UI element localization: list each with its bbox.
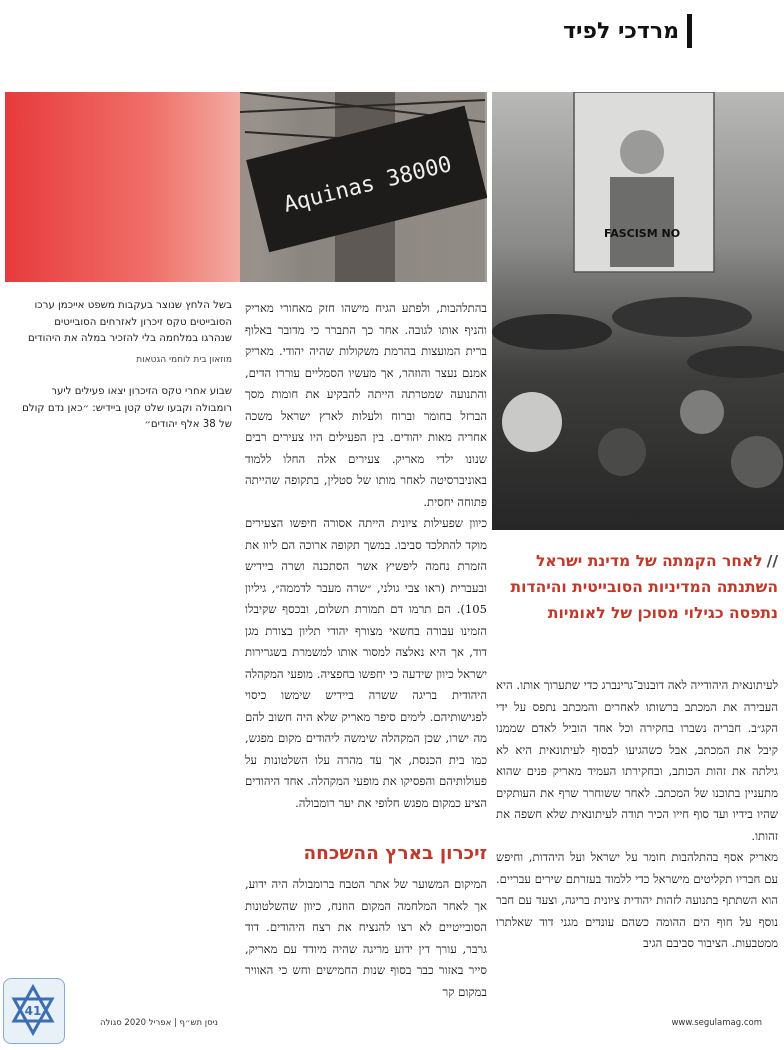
- magazine-logo: [3, 978, 65, 1044]
- paragraph: המיקום המשוער של אתר הטבח ברומבולה היה ידוע, אך לאחר המלחמה המקום הוזנח, כיוון שהשלטונות הסובייטיים לא רצו להנציח את רצח היהודים. דוד גרבר, עורך דין ידוע מריגה שהיה מיודד עם מאריק, סייר באזור כבר בסוף שנות החמישים וחש כי האוויר במקום קר: [245, 877, 487, 999]
- ceremony-illustration: [492, 92, 784, 530]
- paragraph: מאריק אסף בהתלהבות חומר על ישראל ועל היהדות, וחיפש עם חבריו תקליטים מישראל כדי ללמוד בעזרתם שירים עבריים. הוא השתתף בתנועה לזהות יהודית ציונית בריגה, וצעד עם חבר נוסף על חוף הים ההומה כשהם עונדים מגני דוד שאלתרו ממטבעות. הציבור סביבם הגיב: [496, 850, 778, 950]
- caption-text: בשל הלחץ שנוצר בעקבות משפט אייכמן ערכו הסובייטים טקס זיכרון לאזרחים הסובייטים שנהרגו במלחמה בלי להזכיר במלה את היהודים: [27, 300, 232, 344]
- memorial-sign-illustration: [5, 92, 487, 282]
- paragraph: לעיתונאית היהודייה לאה דובנוב־גרינברג כדי שתערוך אותו. היא העבירה את המכתב ברשותו לאחרים והמכתב נתפס על ידי הקג״ב. חבריה נשברו בחקירה וכל אחד הוביל לאדם שממנו קיבל את המכתב, אבל כשהגיעו לבסוף לעיתונאית היא לא גילתה את זהות הכותב, ובחקירתו העמיד מאריק פנים שהוא מתעניין בתוכנו של המכתב. לאחר ששוחרר שרף את העותקים שהיו בידיו ועד סוף חייו הכיר תודה לעיתונאית שלא חשפה את זהותו.: [496, 678, 778, 843]
- umbrella: [687, 346, 784, 378]
- caption-text: שבוע אחרי טקס הזיכרון יצאו פעילים ליער רומבולה וקבעו שלט קטן ביידיש: ״כאן נדם קולם של 38 אלף יהודים״: [22, 386, 232, 430]
- footer-website: www.segulamag.com: [671, 1018, 762, 1028]
- pull-quote-text: לאחר הקמתה של מדינת ישראל השתנתה המדיניות הסובייטית והיהדות נתפסה כגילוי מסוכן של לאומיות: [510, 552, 778, 622]
- pull-quote: [496, 548, 778, 626]
- footer-issue-info: ניסן תש״ף | אפריל 2020 סגולה: [100, 1018, 218, 1028]
- poster-text: FASCISM NO: [603, 227, 681, 240]
- section-subheading: זיכרון בארץ ההשכחה: [303, 843, 487, 864]
- photo-captions: [22, 298, 232, 436]
- sign-inscription: Aquinas 38000: [281, 151, 455, 218]
- header-bar: [687, 14, 692, 48]
- crowd-person: [731, 436, 783, 488]
- star-of-david-icon: [2, 979, 64, 1045]
- page-number: 41: [24, 1004, 42, 1018]
- photo-credit: מוזאון בית לוחמי הגטאות: [136, 354, 232, 365]
- memorial-ceremony-photo: [492, 92, 784, 530]
- section-header: [563, 14, 692, 48]
- author-name: מרדכי לפיד: [563, 18, 679, 44]
- article-column: [245, 298, 487, 814]
- crowd-person: [680, 390, 724, 434]
- umbrella: [492, 314, 612, 350]
- article-column: [245, 874, 487, 1003]
- quote-mark: //: [766, 552, 778, 570]
- memorial-sign-photo: [5, 92, 487, 282]
- article-column: [496, 675, 778, 955]
- paragraph: בהתלהבות, ולפתע הגיח מישהו חזק מאחורי מאריק והניף אותו לגובה. אחר כך התברר כי מדובר באלוף ברית המועצות בהרמת משקולות שהיה יהודי. מאריק אמנם נעצר והוזהר, אך מעשיו הסמליים עוררו הדים, והתנועה שמטרתה הייתה להבקיע את חומות מסך הברזל בחומר וברוח ולעלות לארץ ישראל משכה אחריה מאות יהודים. בין הפעילים היו צעירים רבים שנונו ילדי מאריק. צעירים אלה החלו ללמוד באוניברסיטה לאחר מותו של סטלין, בתקופה שהייתה פתוחה יחסית.: [245, 301, 487, 509]
- paragraph: כיוון שפעילות ציונית הייתה אסורה חיפשו הצעירים מוקד להתלכד סביבו. במשך תקופה ארוכה הם ליוו את הזמרת נחמה ליפשיץ אשר הסתכנה ושרה ביידיש ובעברית (ראו צבי גולני, ״שרה מעבר לדממה״, גיליון 105). הם תרמו דם תמורת תשלום, ובכסף שקיבלו הזמינו עבורה בחשאי מצורף יהודי תליון בצורת מגן דוד, אך היא נאלצה למסור אותו למשמרת בשגרירות ישראל כיוון שידעה כי יחפשו בחפציה. מופעי המקהלה היהודית בריגה ששרה ביידיש שימשו כיסוי לפגישותיהם. לימים סיפר מאריק שלא היה חשוב להם מה ישרו, שכן המקהלה שימשה ליהודים מקום מפגש, כמו בית הכנסת, אך עד מהרה עלו השלטונות על פעולותיהם והפסיקו את מופעי המקהלה. אחד היהודים הציע כמקום מפגש חלופי את יער רומבולה.: [245, 516, 487, 810]
- umbrella: [612, 297, 752, 337]
- crowd-person: [598, 428, 646, 476]
- crowd-person: [502, 392, 562, 452]
